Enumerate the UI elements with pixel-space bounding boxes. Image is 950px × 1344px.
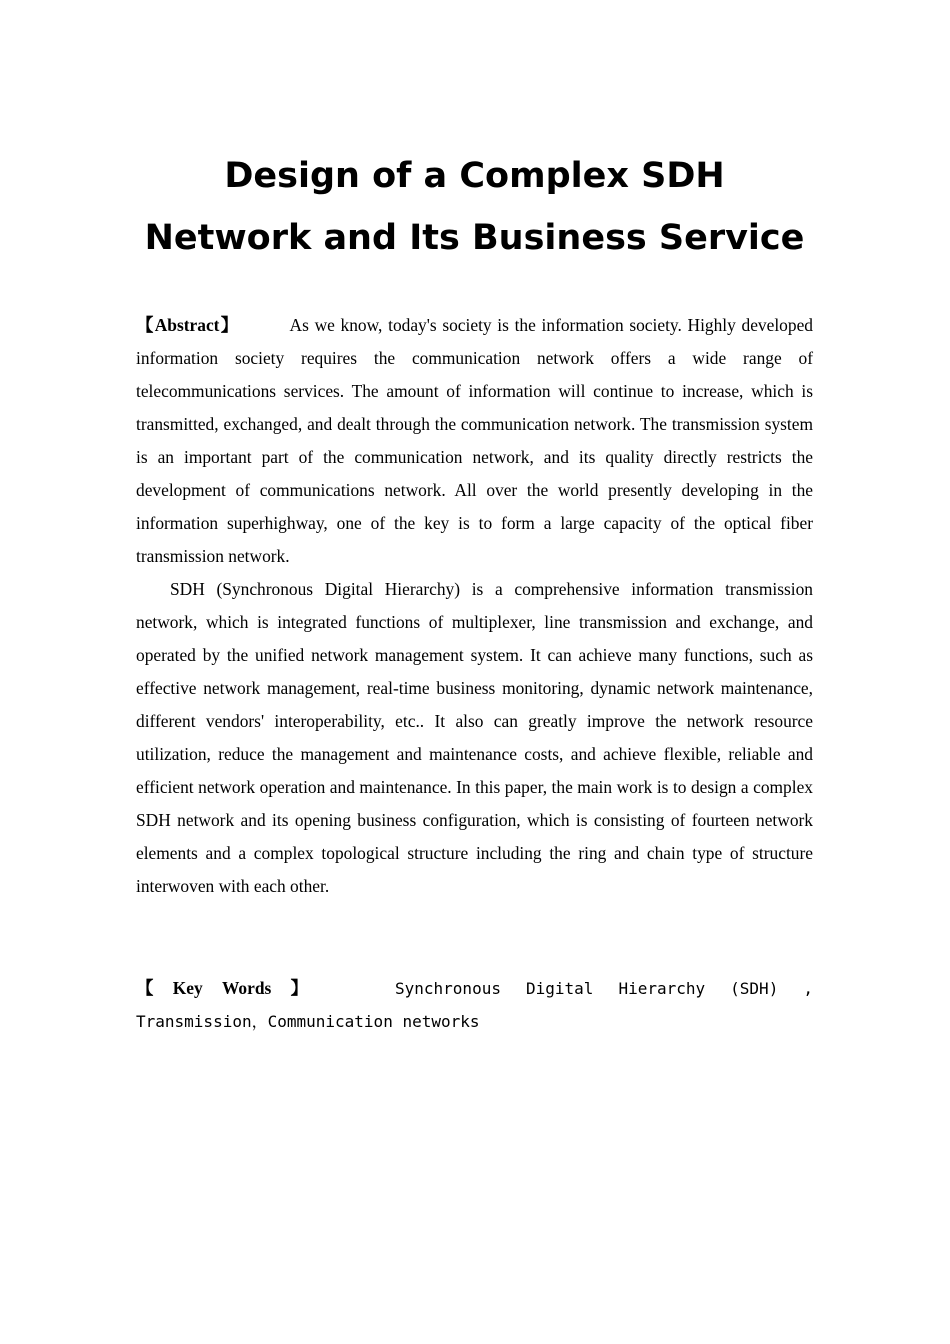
keywords-bracket-open: 【 bbox=[136, 978, 154, 998]
keywords-label-words: Words bbox=[221, 978, 272, 998]
title-line-2: Network and Its Business Service bbox=[144, 218, 805, 258]
abstract-paragraph-2: SDH (Synchronous Digital Hierarchy) is a comprehensive information transmission network, which is integrated functions of multiplexer, line transmission and exchange, and operated by the unified network management system. It can achieve many functions, such as effective network management, real-time business monitoring, dynamic network maintenance, different vendors' interoperability, etc.. It also can greatly improve the network resource utilization, reduce the management and maintenance costs, and achieve flexible, reliable and efficient network operation and maintenance. In this paper, the main work is to design a complex SDH network and its opening business configuration, which is consisting of fourteen network elements and a complex topological structure including the ring and chain type of structure interwoven with each other. bbox=[136, 579, 813, 896]
abstract-text-1: As we know, today's society is the information society. Highly developed information society requires the communication network offers a wide range of telecommunications services. The amount of information will continue to increase, which is transmitted, exchanged, and dealt through the communication network. The transmission system is an important part of the communication network, and its quality directly restricts the development of communications network. All over the world presently developing in the information superhighway, one of the key is to form a large capacity of the optical fiber transmission network. bbox=[136, 315, 813, 566]
keyword-term-2: Digital bbox=[525, 979, 594, 998]
abstract-paragraph-1 bbox=[136, 309, 813, 573]
title-line-1: Design of a Complex SDH bbox=[224, 156, 725, 196]
keyword-separator: , bbox=[803, 979, 813, 998]
keywords-label-key: Key bbox=[172, 978, 203, 998]
keywords-line-1 bbox=[136, 971, 813, 1005]
keywords-label bbox=[136, 971, 308, 1005]
abstract-section bbox=[136, 309, 813, 903]
keywords-line-2: Transmission，Communication networks bbox=[136, 1012, 480, 1031]
keyword-term-1: Synchronous bbox=[395, 979, 501, 998]
keywords-bracket-close: 】 bbox=[290, 978, 308, 998]
paper-title bbox=[136, 145, 813, 269]
keywords-section bbox=[136, 971, 813, 1039]
keyword-term-4: (SDH) bbox=[730, 979, 779, 998]
abstract-label: 【Abstract】 bbox=[136, 315, 240, 335]
keywords-terms bbox=[395, 972, 813, 1006]
keyword-term-3: Hierarchy bbox=[618, 979, 706, 998]
